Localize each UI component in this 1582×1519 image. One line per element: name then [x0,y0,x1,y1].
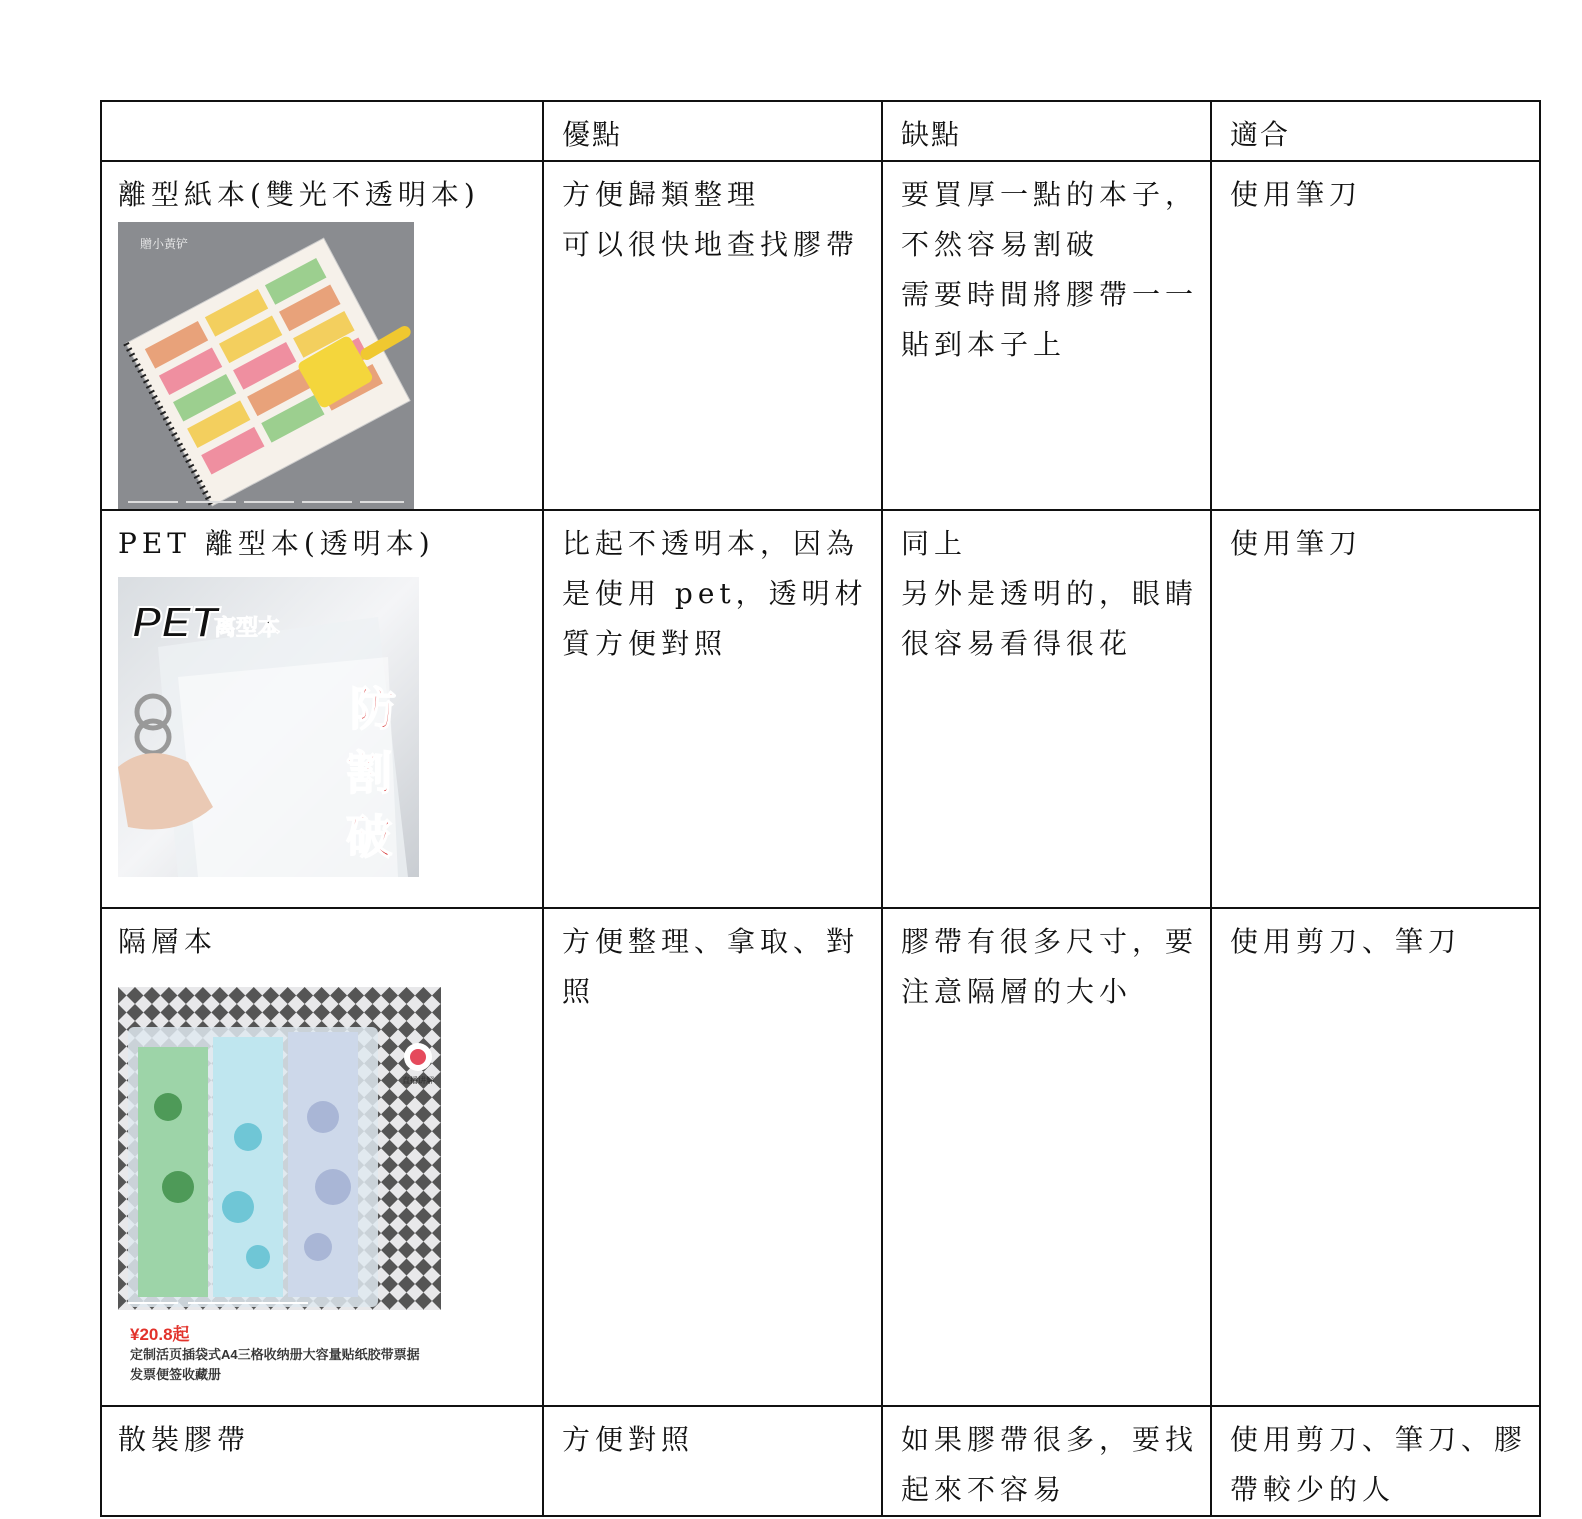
row-cons-cell [882,510,1211,908]
row-title-cell [101,510,543,908]
pros-line: 方便歸類整理 [562,178,761,211]
row-title: 離型紙本(雙光不透明本) [118,178,480,211]
row-fit-cell [1211,510,1540,908]
row-title: 散裝膠帶 [118,1423,251,1456]
pros-line: 方便對照 [562,1423,695,1456]
stamp-char: 破 [346,810,392,864]
cons-line: 同上 [901,527,968,560]
fit-line: 使用筆刀 [1230,527,1363,560]
pros-line: 照 [562,975,596,1008]
header-cell-cons [882,101,1211,161]
pet-logo-sublabel: 离型本 [214,615,281,641]
product-price: ¥20.8起 [130,1325,190,1344]
comparison-table [100,100,1541,1517]
row-title-cell [101,908,543,1406]
row-pros-cell [543,510,882,908]
cons-line: 貼到本子上 [901,328,1067,361]
divider-binder-image [118,987,441,1310]
header-fit-label: 適合 [1230,118,1291,151]
product-caption: 定制活页插袋式A4三格收纳册大容量贴纸胶带票据发票便签收藏册 [130,1347,420,1382]
header-cell-pros [543,101,882,161]
pros-line: 質方便對照 [562,627,728,660]
image-caption-label: 贈小黃铲 [140,237,189,251]
pet-notebook-image [118,577,419,877]
row-title: 隔層本 [118,925,218,958]
row-title: PET 離型本(透明本) [118,527,435,560]
fit-line: 使用剪刀、筆刀、膠 [1230,1423,1528,1456]
row-fit-cell [1211,1406,1540,1516]
row-cons-cell [882,1406,1211,1516]
row-fit-cell [1211,908,1540,1406]
table-row [101,510,1540,908]
pros-line: 方便整理、拿取、對 [562,925,860,958]
header-cell-fit [1211,101,1540,161]
header-cell-blank [101,101,543,161]
header-cons-label: 缺點 [901,118,962,151]
pros-line: 可以很快地查找膠帶 [562,228,860,261]
fit-line: 帶較少的人 [1230,1473,1396,1506]
row-cons-cell [882,161,1211,510]
pros-line: 是使用 pet，透明材 [562,577,868,610]
cons-line: 很容易看得很花 [901,627,1133,660]
row-fit-cell [1211,161,1540,510]
cons-line: 需要時間將膠帶一一 [901,278,1199,311]
cons-line: 要買厚一點的本子， [901,178,1199,211]
fit-line: 使用剪刀、筆刀 [1230,925,1462,958]
row-pros-cell [543,908,882,1406]
header-row [101,101,1540,161]
table-row [101,908,1540,1406]
stamp-char: 割 [346,746,392,800]
row-title-cell [101,1406,543,1516]
cons-line: 起來不容易 [901,1473,1067,1506]
cons-line: 另外是透明的，眼睛 [901,577,1199,610]
live-badge-label: 直播讲解 [402,1076,434,1085]
cons-line: 不然容易割破 [901,228,1100,261]
fit-line: 使用筆刀 [1230,178,1363,211]
table-row [101,161,1540,510]
pros-line: 比起不透明本，因為 [562,527,860,560]
row-title-cell [101,161,543,510]
row-cons-cell [882,908,1211,1406]
header-pros-label: 優點 [562,118,623,151]
cons-line: 膠帶有很多尺寸，要 [901,925,1199,958]
stamp-char: 防 [350,682,396,736]
pet-logo-label: PET [132,598,218,647]
table-row [101,1406,1540,1516]
row-pros-cell [543,161,882,510]
cons-line: 注意隔層的大小 [901,975,1133,1008]
release-paper-notebook-image [118,222,414,509]
cons-line: 如果膠帶很多，要找 [901,1423,1199,1456]
row-pros-cell [543,1406,882,1516]
